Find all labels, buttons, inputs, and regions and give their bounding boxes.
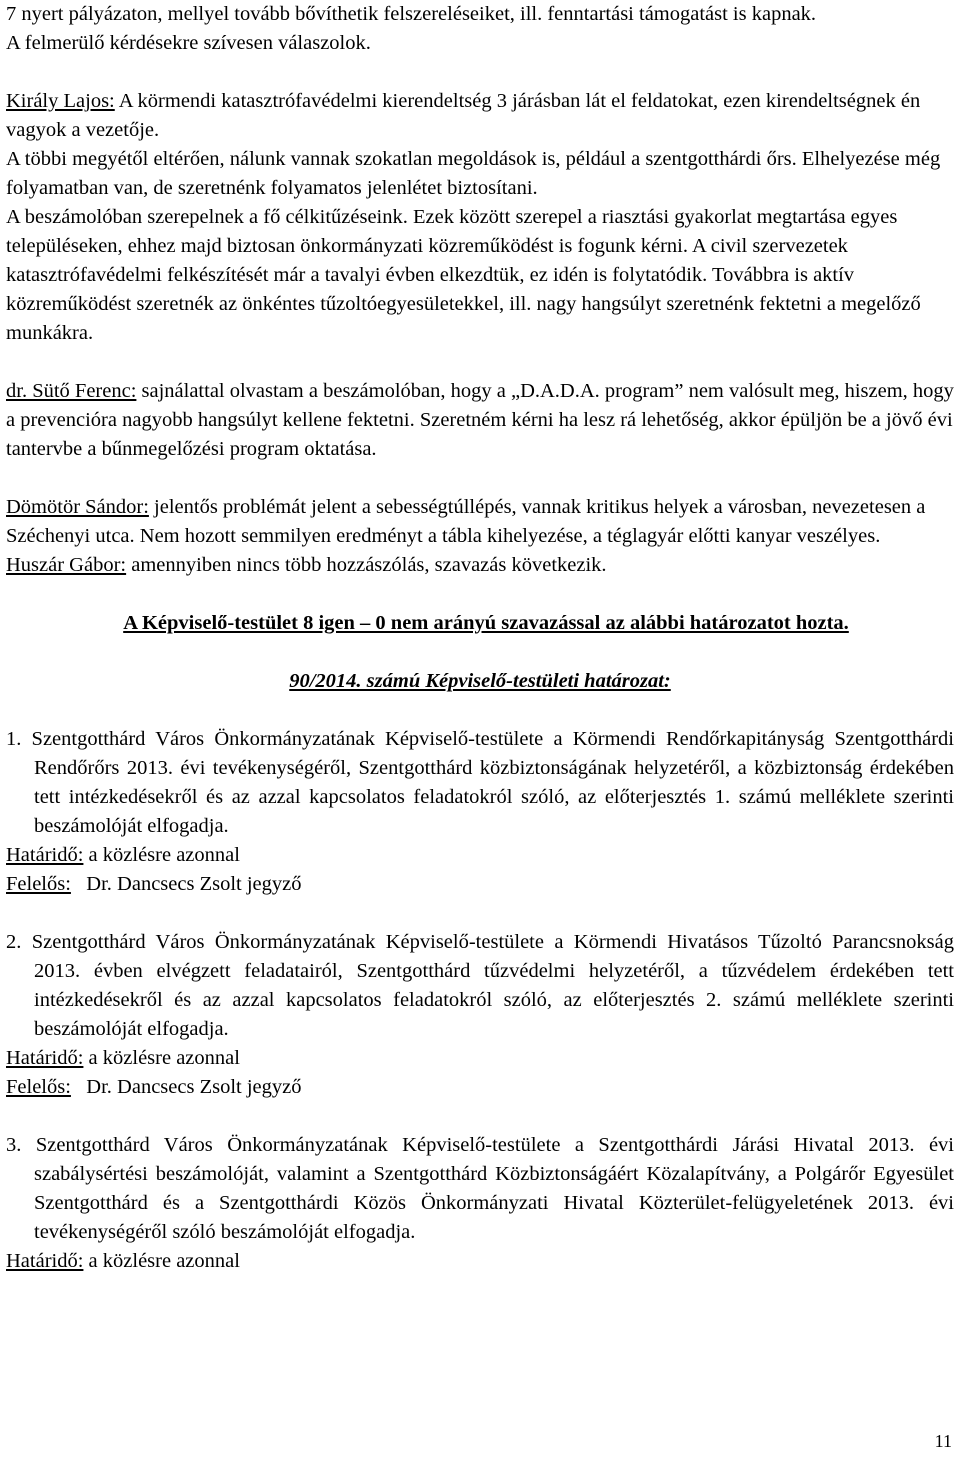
- responsible-value: Dr. Dancsecs Zsolt jegyző: [70, 1076, 302, 1098]
- speech-text: amennyiben nincs több hozzászólás, szavazás következik.: [126, 554, 607, 576]
- responsible-label: Felelős:: [6, 1076, 71, 1098]
- responsible-line: [6, 870, 954, 899]
- paragraph-intro-2: A felmerülő kérdésekre szívesen válaszolok.: [6, 32, 371, 54]
- resolution-item-2: 2. Szentgotthárd Város Önkormányzatának Képviselő-testülete a Körmendi Hivatásos Tűzoltó Parancsnokság 2013. évben elvégzett feladatairól, Szentgotthárd tűzvédelmi helyzetéről, a tűzvédelem érdekében tett intézkedésekről és az azzal kapcsolatos feladatokról szóló, az előterjesztés 2. számú melléklete szerinti beszámolóját elfogadja.: [6, 931, 954, 1040]
- speech-kiraly: [6, 87, 954, 145]
- spacer: [6, 1102, 954, 1131]
- speech-text: A körmendi katasztrófavédelmi kierendeltség 3 járásban lát el feldatokat, ezen kirendeltségnek én vagyok a vezetője.: [6, 90, 921, 141]
- document-page: [6, 0, 954, 1276]
- speaker-name: Dömötör Sándor:: [6, 496, 149, 518]
- speech-domotor: [6, 493, 954, 551]
- deadline-line: [6, 1247, 954, 1276]
- responsible-line: [6, 1073, 954, 1102]
- speaker-name: Király Lajos:: [6, 90, 115, 112]
- deadline-label: Határidő:: [6, 844, 84, 866]
- speech-huszar: [6, 551, 954, 580]
- deadline-label: Határidő:: [6, 1250, 84, 1272]
- speech-text: jelentős problémát jelent a sebességtúllépés, vannak kritikus helyek a városban, nevezetesen a Széchenyi utca. Nem hozott semmilyen eredményt a tábla kihelyezése, a téglagyár előtti kanyar veszélyes.: [6, 496, 926, 547]
- resolution-title: 90/2014. számú Képviselő-testületi határozat:: [289, 670, 671, 692]
- speaker-name: Huszár Gábor:: [6, 554, 127, 576]
- deadline-value: a közlésre azonnal: [83, 1250, 240, 1272]
- spacer: [6, 348, 954, 377]
- resolution-item-1: 1. Szentgotthárd Város Önkormányzatának Képviselő-testülete a Körmendi Rendőrkapitányság Szentgotthárdi Rendőrőrs 2013. évi tevékenységéről, Szentgotthárd közbiztonságának helyzetéről, a közbiztonság érdekében tett intézkedésekről és az azzal kapcsolatos feladatokról szóló, az előterjesztés 1. számú melléklete szerinti beszámolóját elfogadja.: [6, 728, 954, 837]
- vote-heading: A Képviselő-testület 8 igen – 0 nem arányú szavazással az alábbi határozatot hozta.: [123, 612, 849, 634]
- deadline-label: Határidő:: [6, 1047, 84, 1069]
- paragraph-intro-1: 7 nyert pályázaton, mellyel tovább bővíthetik felszereléseiket, ill. fenntartási támogatást is kapnak.: [6, 3, 817, 25]
- responsible-value: Dr. Dancsecs Zsolt jegyző: [70, 873, 302, 895]
- resolution-item-3: 3. Szentgotthárd Város Önkormányzatának Képviselő-testülete a Szentgotthárdi Járási Hivatal 2013. évi szabálysértési beszámolóját, valamint a Szentgotthárd Közbiztonságáért Közalapítvány, a Polgárőr Egyesület Szentgotthárd és a Szentgotthárdi Közös Önkormányzati Hivatal Közterület-felügyeletének 2013. évi tevékenységéről szóló beszámolóját elfogadja.: [6, 1134, 954, 1243]
- speech-suto: [6, 377, 954, 464]
- speech-kiraly-2: A többi megyétől eltérően, nálunk vannak szokatlan megoldások is, például a szentgotthárdi őrs. Elhelyezése még folyamatban van, de szeretnénk folyamatos jelenlétet biztosítani.: [6, 148, 941, 199]
- spacer: [6, 899, 954, 928]
- spacer: [6, 638, 954, 667]
- deadline-value: a közlésre azonnal: [83, 844, 240, 866]
- speech-text: sajnálattal olvastam a beszámolóban, hogy a „D.A.D.A. program” nem valósult meg, hiszem, hogy a prevencióra nagyobb hangsúlyt kellene fektetni. Szeretném kérni ha lesz rá lehetőség, akkor épüljön be a jövő évi tantervbe a bűnmegelőzési program oktatása.: [6, 380, 954, 460]
- spacer: [6, 58, 954, 87]
- spacer: [6, 464, 954, 493]
- deadline-line: [6, 841, 954, 870]
- page-number: 11: [934, 1431, 952, 1451]
- responsible-label: Felelős:: [6, 873, 71, 895]
- spacer: [6, 580, 954, 609]
- spacer: [6, 696, 954, 725]
- deadline-value: a közlésre azonnal: [83, 1047, 240, 1069]
- deadline-line: [6, 1044, 954, 1073]
- speaker-name: dr. Sütő Ferenc:: [6, 380, 137, 402]
- speech-kiraly-3: A beszámolóban szerepelnek a fő célkitűzéseink. Ezek között szerepel a riasztási gyakorlat megtartása egyes településeken, ehhez majd biztosan önkormányzati közreműködést is fogunk kérni. A civil szervezetek katasztrófavédelmi felkészítését már a tavalyi évben elkezdtük, ez idén is folytatódik. Továbbra is aktív közreműködést szeretnék az önkéntes tűzoltóegyesületekkel, ill. nagy hangsúlyt szeretnénk fektetni a megelőző munkákra.: [6, 206, 921, 344]
